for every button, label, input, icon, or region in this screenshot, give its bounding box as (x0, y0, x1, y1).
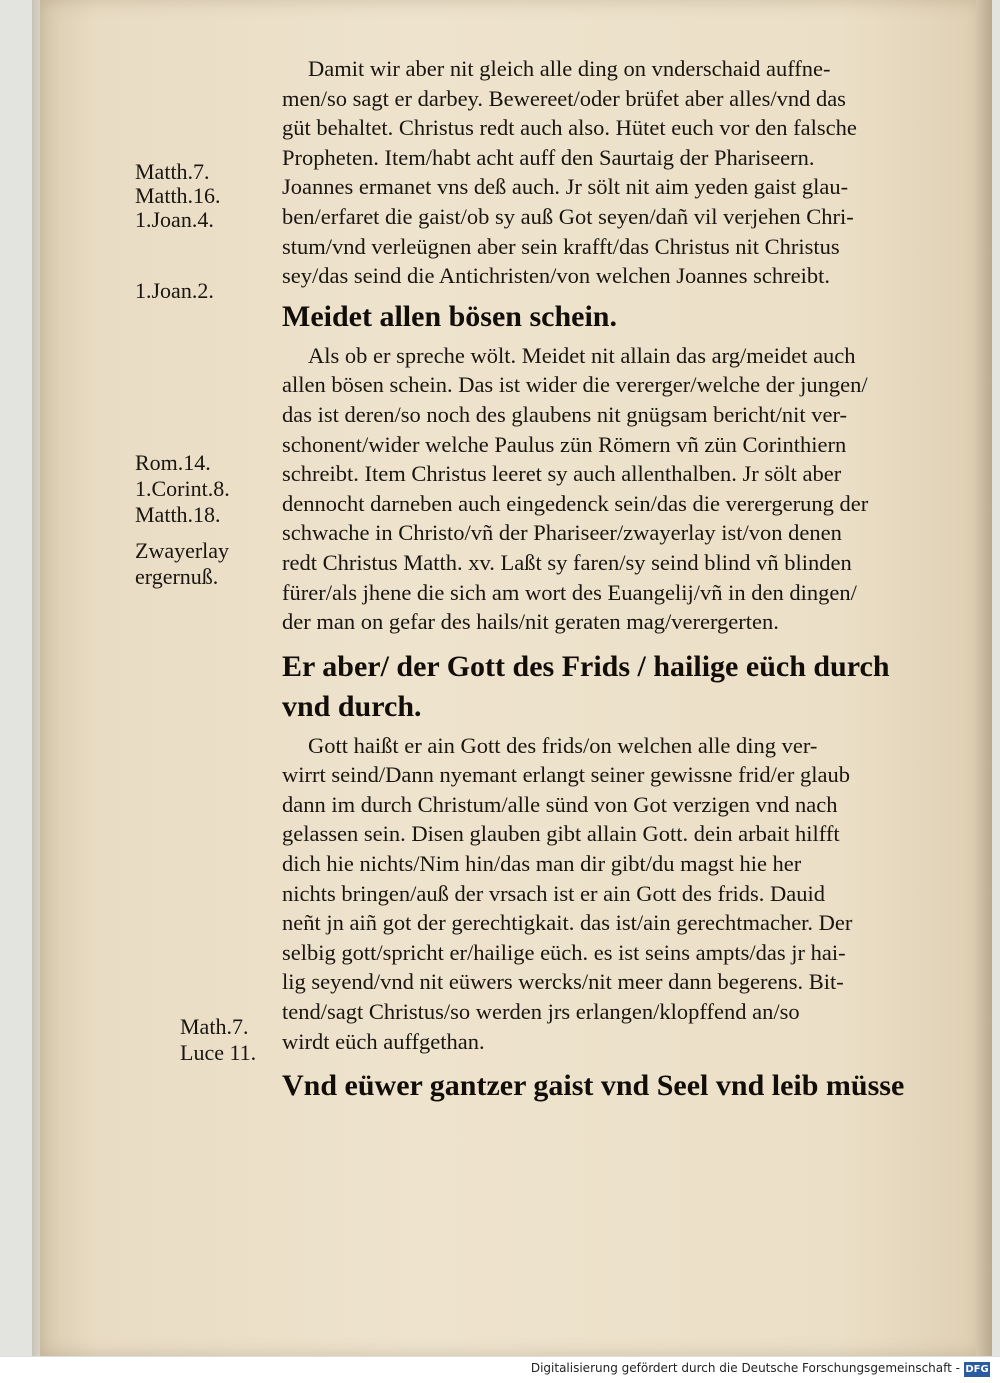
marginal-note: Luce 11. (180, 1040, 257, 1065)
marginal-note: 1.Joan.4. (135, 207, 214, 232)
text-line: das ist deren/so noch des glaubens nit gnügsam bericht/nit ver- (282, 401, 848, 427)
text-line: neñt jn aiñ got der gerechtigkait. das ist/ain gerechtmacher. Der (282, 910, 853, 936)
section-heading: Meidet allen bösen schein. (282, 299, 617, 333)
page-tab-edge (976, 0, 992, 1356)
text-line: lig seyend/vnd nit eüwers wercks/nit meer dann begerens. Bit- (282, 969, 844, 995)
marginal-note: Matth.7. (135, 159, 210, 184)
marginal-note: 1.Joan.2. (135, 278, 214, 303)
text-line: schwache in Christo/vñ der Phariseer/zwayerlay ist/von denen (282, 520, 842, 546)
text-line: stum/vnd verleügnen aber sein krafft/das Christus nit Christus (282, 233, 840, 259)
section-heading: Vnd eüwer gantzer gaist vnd Seel vnd leib müsse (282, 1069, 905, 1103)
text-line: dennocht darneben auch eingedenck sein/das die verergerung der (282, 490, 869, 516)
marginal-note: Matth.16. (135, 183, 221, 208)
footer-credit: Digitalisierung gefördert durch die Deutsche Forschungsgemeinschaft - (530, 1361, 960, 1375)
text-line: Propheten. Item/habt acht auff den Saurtaig der Phariseern. (282, 144, 815, 170)
dfg-logo: DFG (965, 1364, 989, 1375)
text-line: güt behaltet. Christus redt auch also. Hütet euch vor den falsche (282, 115, 857, 141)
text-line: tend/sagt Christus/so werden jrs erlangen/klopffend an/so (282, 999, 800, 1025)
main-text (282, 54, 942, 1110)
marginal-note: Zwayerlay (135, 538, 230, 563)
text-line: wirdt eüch auffgethan. (282, 1028, 485, 1054)
text-line: Joannes ermanet vns deß auch. Jr sölt nit aim yeden gaist glau- (282, 174, 849, 200)
marginal-note: Rom.14. (135, 450, 211, 475)
section-heading: Er aber/ der Gott des Frids / hailige eüch durch (282, 649, 890, 683)
text-line: der man on gefar des hails/nit geraten mag/verergerten. (282, 609, 779, 635)
text-line: redt Christus Matth. xv. Laßt sy faren/sy seind blind vñ blinden (282, 549, 852, 575)
text-line: schonent/wider welche Paulus zün Römern vñ zün Corinthiern (282, 431, 847, 457)
text-line: ben/erfaret die gaist/ob sy auß Got seyen/dañ vil verjehen Chri- (282, 203, 854, 229)
text-line: men/so sagt er darbey. Bewereet/oder brüfet aber alles/vnd das (282, 85, 846, 111)
text-line: selbig gott/spricht er/hailige eüch. es ist seins ampts/das jr hai- (282, 939, 846, 965)
text-line: allen bösen schein. Das ist wider die vererger/welche der jungen/ (282, 372, 868, 398)
text-line: Gott haißt er ain Gott des frids/on welchen alle ding ver- (308, 732, 818, 758)
text-line: dich hie nichts/Nim hin/das man dir gibt/du magst hie her (282, 851, 802, 877)
text-line: Damit wir aber nit gleich alle ding on vnderschaid auffne- (308, 56, 831, 81)
text-line: wirrt seind/Dann nyemant erlangt seiner gewissne frid/er glaub (282, 762, 850, 788)
text-line: sey/das seind die Antichristen/von welchen Joannes schreibt. (282, 263, 830, 289)
text-line: Als ob er spreche wölt. Meidet nit allain das arg/meidet auch (308, 342, 856, 368)
marginal-note: Math.7. (180, 1014, 249, 1039)
text-line: fürer/als jhene die sich am wort des Euangelij/vñ in den dingen/ (282, 579, 857, 605)
footer-bar (0, 1356, 1000, 1383)
text-line: gelassen sein. Disen glauben gibt allain Gott. dein arbait hilfft (282, 821, 840, 847)
section-heading: vnd durch. (282, 689, 422, 723)
text-line: nichts bringen/auß der vrsach ist er ain Gott des frids. Dauid (282, 880, 825, 906)
text-line: dann im durch Christum/alle sünd von Got verzigen vnd nach (282, 791, 838, 817)
marginal-note: ergernuß. (135, 564, 219, 589)
marginal-note: Matth.18. (135, 502, 221, 527)
text-line: schreibt. Item Christus leeret sy auch allenthalben. Jr sölt aber (282, 461, 842, 487)
marginal-note: 1.Corint.8. (135, 476, 230, 501)
